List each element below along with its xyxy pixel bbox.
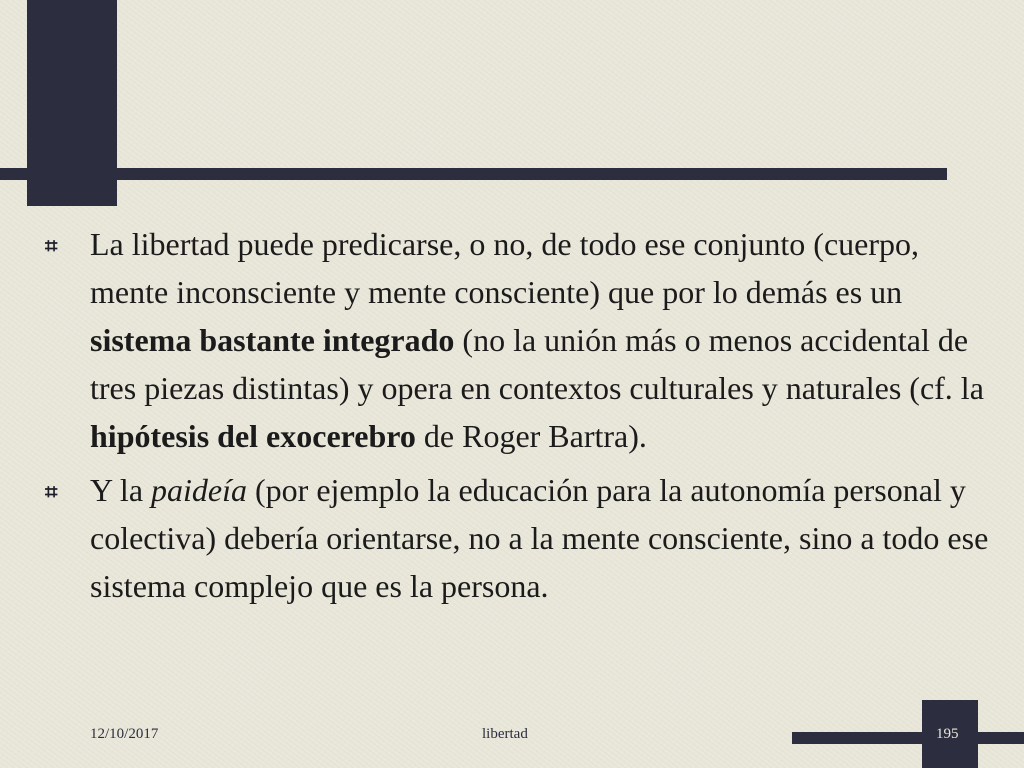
bold-segment: sistema bastante integrado (90, 322, 455, 358)
bullet-text (90, 220, 1005, 460)
bullet-item (45, 220, 1005, 460)
text-segment: (por ejemplo la educación para la autonomía personal y colectiva) debería orientarse, no a la mente consciente, sino a todo ese sistema complejo que es la persona. (90, 472, 989, 604)
decorative-rule-bottom (792, 732, 1024, 744)
bullet-item (45, 466, 1005, 610)
footer-title: libertad (482, 726, 528, 742)
text-segment: (no la unión más o menos accidental de tres piezas distintas) y opera en contextos culturales y naturales (cf. la (90, 322, 984, 406)
page-number: 195 (936, 726, 959, 742)
decorative-rule-top (0, 168, 947, 180)
text-segment: La libertad puede predicarse, o no, de todo ese conjunto (cuerpo, mente inconsciente y mente consciente) que por lo demás es un (90, 226, 920, 310)
hash-icon: ⌗ (45, 234, 58, 259)
italic-segment: paideía (151, 472, 247, 508)
slide-body (45, 220, 1005, 616)
text-segment: Y la (90, 472, 152, 508)
footer-date: 12/10/2017 (90, 726, 159, 742)
hash-icon: ⌗ (45, 480, 58, 505)
bullet-text (90, 466, 1005, 610)
text-segment: de Roger Bartra). (415, 418, 647, 454)
bold-segment: hipótesis del exocerebro (90, 418, 416, 454)
